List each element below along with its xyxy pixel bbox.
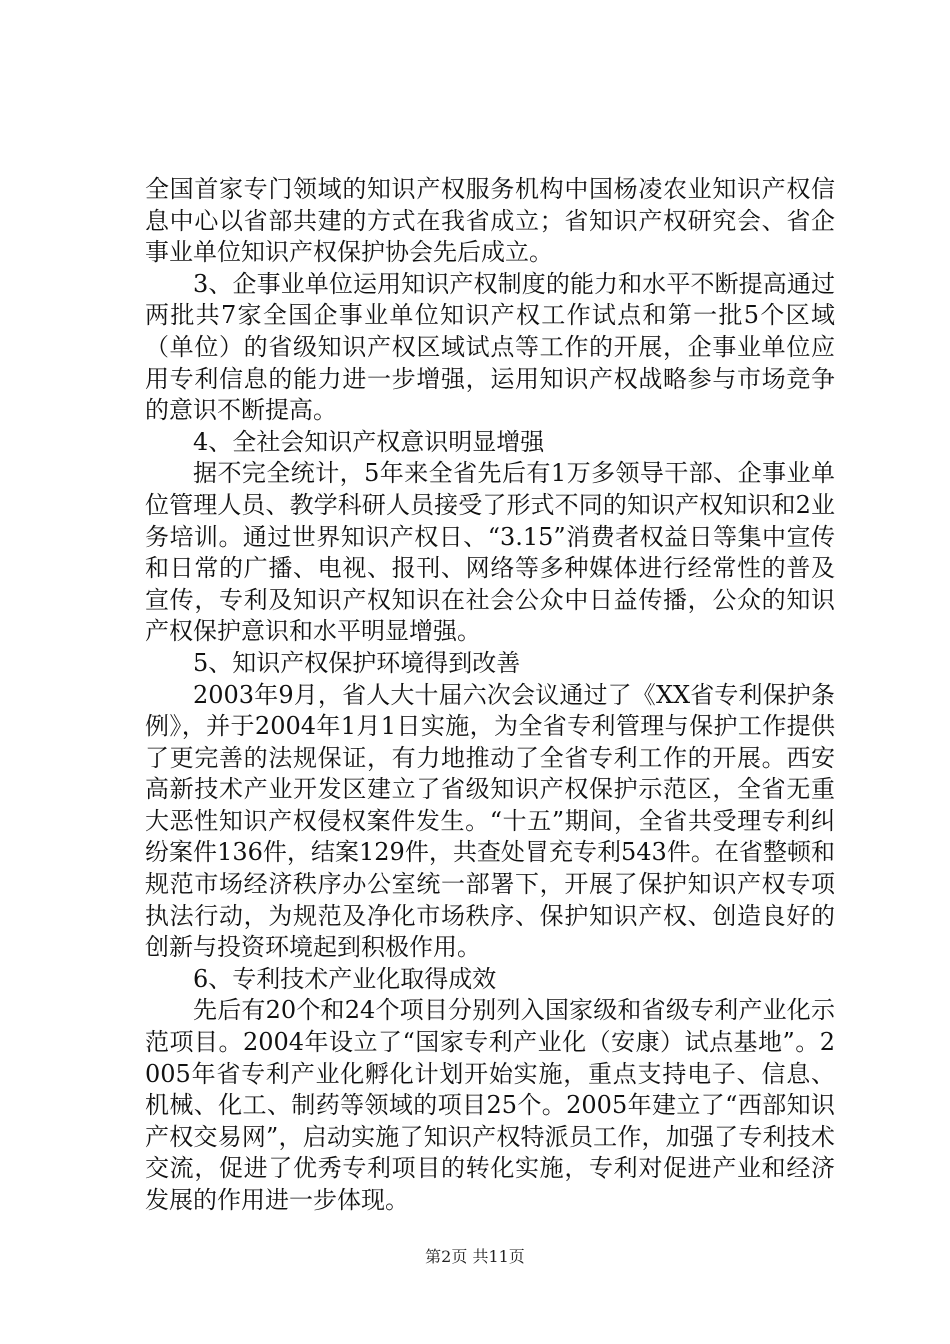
paragraph: 5、知识产权保护环境得到改善: [193, 648, 521, 677]
paragraph: 6、专利技术产业化取得成效: [193, 964, 497, 993]
page-number-footer: 第2页 共11页: [425, 1247, 525, 1266]
paragraph: 4、全社会知识产权意识明显增强: [193, 427, 545, 456]
paragraph: 2003年9月，省人大十届六次会议通过了《XX省专利保护条例》，并于2004年1月1日实施，为全省专利管理与保护工作提供了更完善的法规保证，有力地推动了全省专利工作的开展。西安高新技术产业开发区建立了省级知识产权保护示范区，全省无重大恶性知识产权侵权案件发生。“十五”期间，全省共受理专利纠纷案件136件，结案129件，共查处冒充专利543件。在省整顿和规范市场经济秩序办公室统一部署下，开展了保护知识产权专项执法行动，为规范及净化市场秩序、保护知识产权、创造良好的创新与投资环境起到积极作用。: [145, 680, 835, 962]
paragraph: 3、企事业单位运用知识产权制度的能力和水平不断提高通过两批共7家全国企事业单位知识产权工作试点和第一批5个区域（单位）的省级知识产权区域试点等工作的开展，企事业单位应用专利信息的能力进一步增强，运用知识产权战略参与市场竞争的意识不断提高。: [145, 269, 835, 425]
body-text: [145, 174, 835, 1217]
paragraph: 据不完全统计，5年来全省先后有1万多领导干部、企事业单位管理人员、教学科研人员接受了形式不同的知识产权知识和2业务培训。通过世界知识产权日、“3.15”消费者权益日等集中宣传和日常的广播、电视、报刊、网络等多种媒体进行经常性的普及宣传，专利及知识产权知识在社会公众中日益传播，公众的知识产权保护意识和水平明显增强。: [145, 459, 835, 646]
paragraph: 全国首家专门领域的知识产权服务机构中国杨凌农业知识产权信息中心以省部共建的方式在我省成立；省知识产权研究会、省企事业单位知识产权保护协会先后成立。: [145, 175, 835, 267]
paragraph: 先后有20个和24个项目分别列入国家级和省级专利产业化示范项目。2004年设立了“国家专利产业化（安康）试点基地”。2005年省专利产业化孵化计划开始实施，重点支持电子、信息、机械、化工、制药等领域的项目25个。2005年建立了“西部知识产权交易网”，启动实施了知识产权特派员工作，加强了专利技术交流，促进了优秀专利项目的转化实施，专利对促进产业和经济发展的作用进一步体现。: [145, 996, 835, 1214]
